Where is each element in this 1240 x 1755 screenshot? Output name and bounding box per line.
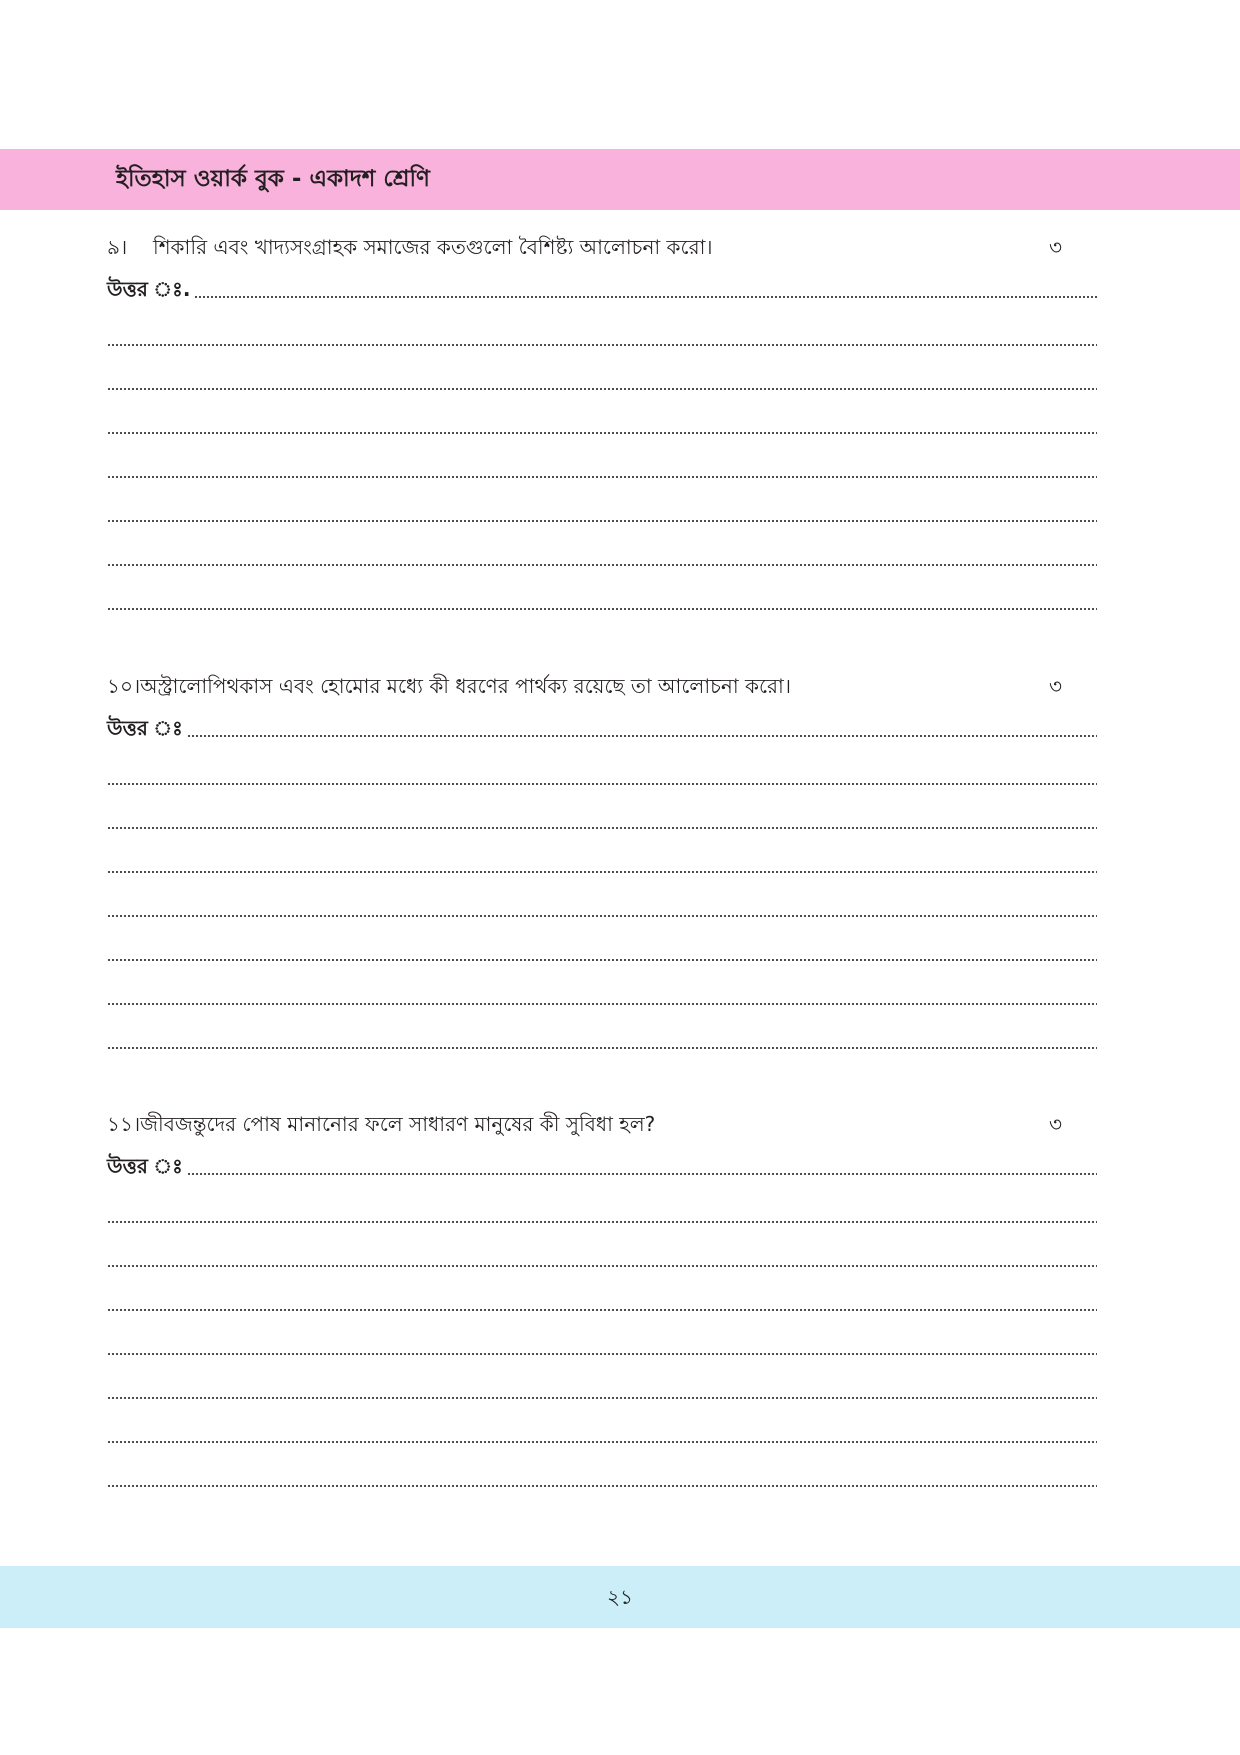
- answer-line[interactable]: [107, 564, 1097, 566]
- answer-line[interactable]: [107, 1485, 1097, 1487]
- question-number: ১০।: [107, 674, 141, 698]
- page-header: [0, 149, 1240, 210]
- page-number: ২১: [607, 1585, 633, 1609]
- answer-line[interactable]: [107, 432, 1097, 434]
- answer-line[interactable]: [107, 871, 1097, 873]
- question-number: ৯।: [107, 235, 128, 259]
- answer-line[interactable]: [107, 476, 1097, 478]
- question-10: [107, 669, 1097, 1049]
- question-marks: ৩: [1048, 674, 1062, 698]
- answer-line[interactable]: [107, 388, 1097, 390]
- answer-line[interactable]: [107, 1003, 1097, 1005]
- question-marks: ৩: [1048, 235, 1062, 259]
- answer-line[interactable]: [107, 783, 1097, 785]
- question-line: [107, 669, 1097, 703]
- answer-label: উত্তর ঃ: [107, 716, 183, 740]
- answer-line[interactable]: [107, 1353, 1097, 1355]
- question-text: জীবজন্তুদের পোষ মানানোর ফলে সাধারণ মানুষের কী সুবিধা হল?: [140, 1112, 656, 1136]
- question-number: ১১।: [107, 1112, 141, 1136]
- answer-line[interactable]: [107, 1047, 1097, 1049]
- dotted-line: [187, 1173, 1097, 1175]
- answer-label: উত্তর ঃ: [107, 1154, 183, 1178]
- answer-line[interactable]: [107, 1397, 1097, 1399]
- answer-line[interactable]: [107, 1221, 1097, 1223]
- answer-line[interactable]: [107, 959, 1097, 961]
- page-footer: [0, 1566, 1240, 1628]
- question-marks: ৩: [1048, 1112, 1062, 1136]
- question-line: [107, 230, 1097, 264]
- answer-line[interactable]: [107, 827, 1097, 829]
- answer-line[interactable]: [107, 1441, 1097, 1443]
- question-line: [107, 1107, 1097, 1141]
- answer-line[interactable]: [107, 608, 1097, 610]
- answer-line[interactable]: [107, 344, 1097, 346]
- header-title: ইতিহাস ওয়ার্ক বুক - একাদশ শ্রেণি: [116, 166, 430, 192]
- answer-line[interactable]: [107, 915, 1097, 917]
- answer-first-line[interactable]: [107, 711, 1097, 741]
- question-text: অস্ট্রালোপিথকাস এবং হোমোর মধ্যে কী ধরণের পার্থক্য রয়েছে তা আলোচনা করো।: [140, 674, 791, 698]
- answer-line[interactable]: [107, 1265, 1097, 1267]
- answer-first-line[interactable]: [107, 1149, 1097, 1179]
- answer-line[interactable]: [107, 1309, 1097, 1311]
- question-11: [107, 1107, 1097, 1487]
- dotted-line: [194, 296, 1097, 298]
- answer-line[interactable]: [107, 520, 1097, 522]
- dotted-line: [187, 735, 1097, 737]
- answer-first-line[interactable]: [107, 272, 1097, 302]
- answer-label: উত্তর ঃ.: [107, 277, 191, 301]
- question-text: শিকারি এবং খাদ্যসংগ্রাহক সমাজের কতগুলো বৈশিষ্ট্য আলোচনা করো।: [153, 235, 713, 259]
- question-9: [107, 230, 1097, 610]
